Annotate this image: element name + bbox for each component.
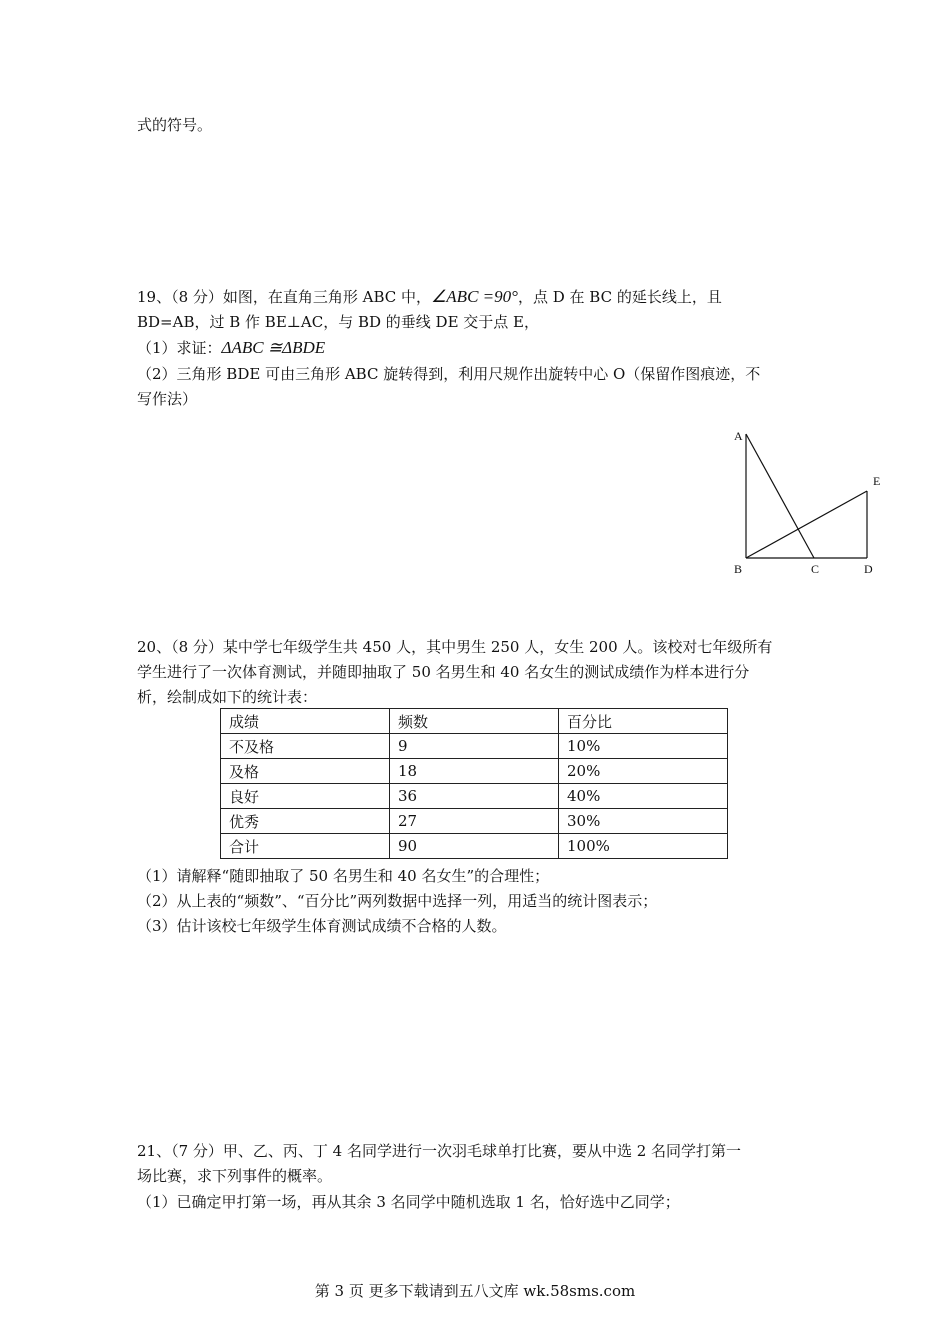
table-cell: 20% [559,759,728,784]
label-b: B [734,562,743,576]
table-header: 成绩 [221,709,390,734]
table-cell: 良好 [221,784,390,809]
q19-line1-text-a: 19、（8 分）如图，在直角三角形 ABC 中， [137,288,432,306]
q19-congruence-math: ΔABC ≅ΔBDE [221,338,326,357]
q19-line2: BD=AB，过 B 作 BE⊥AC，与 BD 的垂线 DE 交于点 E， [137,313,540,331]
table-cell: 优秀 [221,809,390,834]
q21-line2: 场比赛，求下列事件的概率。 [137,1167,333,1185]
label-e: E [873,474,881,488]
table-header-row [221,709,728,734]
q19-angle-math: ∠ABC =90° [431,287,518,306]
q19-part1 [137,338,325,358]
table-cell: 9 [390,734,559,759]
q20-sub1: （1）请解释“随即抽取了 50 名男生和 40 名女生”的合理性； [137,867,550,885]
table-cell: 10% [559,734,728,759]
table-cell: 100% [559,834,728,859]
q19-line1 [137,287,722,307]
table-header: 频数 [390,709,559,734]
table-row [221,784,728,809]
q20-line1: 20、（8 分）某中学七年级学生共 450 人，其中男生 250 人，女生 200 人。该校对七年级所有 [137,638,773,656]
q21-line1: 21、（7 分）甲、乙、丙、丁 4 名同学进行一次羽毛球单打比赛，要从中选 2 名同学打第一 [137,1142,742,1160]
label-a: A [734,429,743,443]
table-row [221,834,728,859]
q19-part2-line2: 写作法） [137,390,198,408]
q20-line3: 析，绘制成如下的统计表： [137,688,318,706]
q20-line2: 学生进行了一次体育测试，并随即抽取了 50 名男生和 40 名女生的测试成绩作为样本进行分 [137,663,750,681]
q20-sub2: （2）从上表的“频数”、“百分比”两列数据中选择一列，用适当的统计图表示； [137,892,658,910]
page-footer: 第 3 页 更多下载请到五八文库 wk.58sms.com [314,1282,636,1300]
table-cell: 40% [559,784,728,809]
q19-line1-text-b: ，点 D 在 BC 的延长线上，且 [517,288,722,306]
table-cell: 及格 [221,759,390,784]
stats-table [220,708,728,859]
q19-part2-line1: （2）三角形 BDE 可由三角形 ABC 旋转得到，利用尺规作出旋转中心 O（保留作图痕迹，不 [137,365,761,383]
segment-be [746,491,867,558]
triangle-figure [725,425,895,585]
q20-sub3: （3）估计该校七年级学生体育测试成绩不合格的人数。 [137,917,507,935]
table-row [221,734,728,759]
q21-sub1: （1）已确定甲打第一场，再从其余 3 名同学中随机选取 1 名，恰好选中乙同学； [137,1193,680,1211]
table-header: 百分比 [559,709,728,734]
table-cell: 36 [390,784,559,809]
table-cell: 30% [559,809,728,834]
label-d: D [864,562,873,576]
table-cell: 27 [390,809,559,834]
top-fragment: 式的符号。 [137,116,213,134]
q19-part1-label: （1）求证： [137,339,222,357]
table-row [221,759,728,784]
table-cell: 合计 [221,834,390,859]
table-row [221,809,728,834]
label-c: C [811,562,820,576]
table-cell: 不及格 [221,734,390,759]
table-cell: 90 [390,834,559,859]
table-cell: 18 [390,759,559,784]
